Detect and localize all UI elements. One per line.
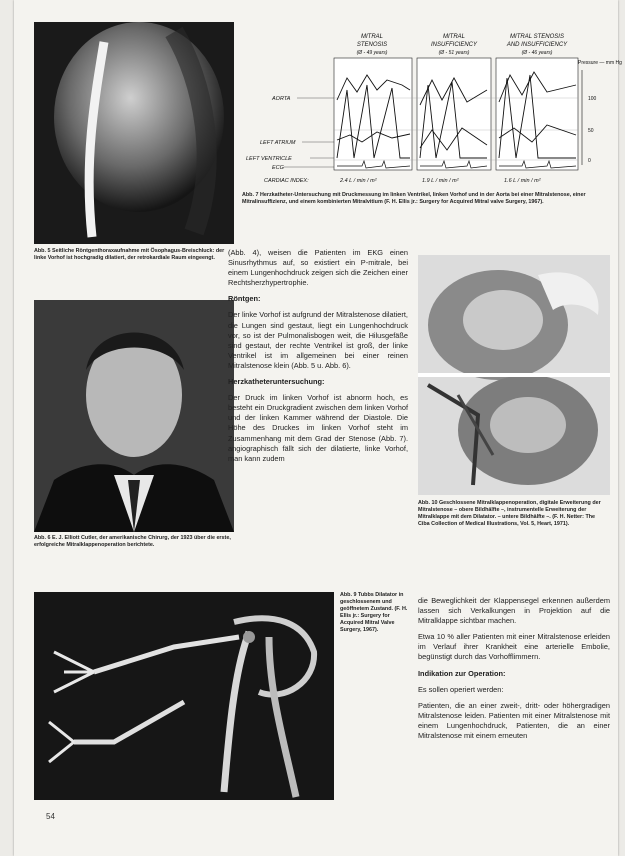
header-1-line2: STENOSIS bbox=[356, 42, 388, 48]
tick-100: 100 bbox=[588, 96, 597, 102]
figure5-caption: Abb. 5 Seitliche Röntgenthoraxaufnahme mit Ösophagus-Breischluck: der linke Vorhof ist hochgradig dilatiert, der retrokardiale Raum eingeengt. bbox=[34, 248, 225, 261]
book-page bbox=[14, 0, 622, 856]
figure6-caption: Abb. 6 E. J. Elliott Cutler, der amerikanische Chirurg, der 1923 über die erste, erfolgreiche Mitralklappenoperation berichtete. bbox=[34, 535, 231, 548]
header-1-age: (Ø - 49 years) bbox=[356, 50, 388, 56]
roentgen-paragraph: Der linke Vorhof ist aufgrund der Mitralstenose dilatiert, die Lungen sind gestaut, liegt ein Lungenhochdruck vor, so ist der Pulmonalisbogen weit, die Hilusgefäße sind gestaut, der rechte Ventrikel ist groß, der linke Ventrikel ist im allgemeinen bei einer reinen Mitralstenose klein (Abb. 5 u. Abb. 6). bbox=[228, 310, 408, 370]
label-left-atrium: LEFT ATRIUM bbox=[260, 140, 296, 146]
tick-0: 0 bbox=[588, 158, 591, 164]
header-3-line2: AND INSUFFICIENCY bbox=[506, 42, 568, 48]
page-number: 54 bbox=[46, 812, 55, 821]
header-3-line1: MITRAL STENOSIS bbox=[510, 34, 564, 40]
portrait-image bbox=[34, 300, 234, 532]
cardiac-index-label: CARDIAC INDEX: bbox=[264, 178, 309, 184]
xray-image bbox=[34, 22, 234, 244]
xray-photo bbox=[34, 22, 234, 244]
figure9-caption: Abb. 9 Tubbs Dilatator in geschlossenem und geöffnetem Zustand. (F. H. Ellis jr.: Surgery for Acquired Mitral Valve Surgery, 1967). bbox=[340, 592, 408, 633]
right-text-column bbox=[418, 596, 610, 747]
panel-1 bbox=[334, 58, 412, 170]
heart-drawing bbox=[418, 255, 610, 495]
label-left-ventricle: LEFT VENTRICLE bbox=[246, 156, 292, 162]
header-2-line2: INSUFFICIENCY bbox=[430, 42, 478, 48]
header-2-line1: MITRAL bbox=[442, 34, 466, 40]
intro-paragraph: (Abb. 4), weisen die Patienten im EKG einen Sinusrhythmus auf, so existiert ein P-mitrale, bei einem Lungenhochdruck zeigen sich die Zeichen einer Rechtsherzhypertrophie. bbox=[228, 248, 408, 288]
dilator-image bbox=[34, 592, 334, 800]
cardiac-index-1: 2.4 L / min / m² bbox=[340, 178, 377, 184]
dilator-photo bbox=[34, 592, 334, 800]
label-aorta: AORTA bbox=[272, 96, 291, 102]
heading-roentgen: Röntgen: bbox=[228, 294, 261, 304]
figure7-pressure-tracings bbox=[242, 30, 622, 205]
figure7-caption: Abb. 7 Herzkatheter-Untersuchung mit Druckmessung im linken Ventrikel, linken Vorhof und in der Aorta bei einer Mitralstenose, einer Mitralinsuffizienz, und einem kombinierten Mitralvitium (F. H. Ellis jr.: Surgery for Acquired Mitral valve Surgery, 1967). bbox=[242, 192, 586, 205]
pressure-chart bbox=[242, 30, 622, 205]
heading-katheter: Herzkatheteruntersuchung: bbox=[228, 377, 325, 387]
figure10-caption: Abb. 10 Geschlossene Mitralklappenoperation, digitale Erweiterung der Mitralstenose – obere Bildhälfte –, instrumentelle Erweiterung der Mitralklappe mit dem Dilatator. – untere Bildhälfte –. (F. H. Netter: The Ciba Collection of Medical Illustrations, Vol. 5, Heart, 1971). bbox=[418, 500, 601, 527]
right-paragraph-3: Es sollen operiert werden: bbox=[418, 684, 504, 694]
right-paragraph-1: die Beweglichkeit der Klappensegel erkennen außerdem lassen sich Verkalkungen in Projektion auf die Mitralklappe sichtbar machen. bbox=[418, 596, 610, 626]
cardiac-index-2: 1.9 L / min / m² bbox=[422, 178, 459, 184]
header-2-age: (Ø - 51 years) bbox=[438, 50, 470, 56]
panel-2 bbox=[417, 58, 491, 170]
heart-illustration bbox=[418, 255, 610, 495]
tick-50: 50 bbox=[588, 128, 594, 134]
panel-3 bbox=[496, 58, 578, 170]
heading-indikation: Indikation zur Operation: bbox=[418, 668, 506, 678]
header-3-age: (Ø - 46 years) bbox=[521, 50, 553, 56]
pressure-unit: Pressure — mm Hg bbox=[578, 60, 622, 66]
right-paragraph-2: Etwa 10 % aller Patienten mit einer Mitralstenose erleiden im Verlauf ihrer Krankheit eine arterielle Embolie, begünstigt durch das Vorhofflimmern. bbox=[418, 632, 610, 662]
portrait-photo bbox=[34, 300, 234, 532]
middle-text-column bbox=[228, 248, 408, 470]
cardiac-index-3: 1.6 L / min / m² bbox=[504, 178, 541, 184]
label-ecg: ECG bbox=[272, 165, 284, 171]
katheter-paragraph: Der Druck im linken Vorhof ist abnorm hoch, es besteht ein Druckgradient zwischen dem linken Vorhof und der linken Kammer während der Diastole. Die Höhe des Druckes im linken Vorhof steht im Zusammenhang mit dem Grad der Stenose (Abb. 7). angiographisch fällt sich der dilatierte, linke Vorhof, man kann zudem bbox=[228, 393, 408, 463]
header-1-line1: MITRAL bbox=[360, 34, 384, 40]
right-paragraph-4: Patienten, die an einer zweit-, dritt- oder höhergradigen Mitralstenose leiden. Patienten mit einer Mitralstenose mit einem Lungenhochdruck, Patienten, die an einer Mitralstenose mit einem erneuten bbox=[418, 700, 610, 741]
